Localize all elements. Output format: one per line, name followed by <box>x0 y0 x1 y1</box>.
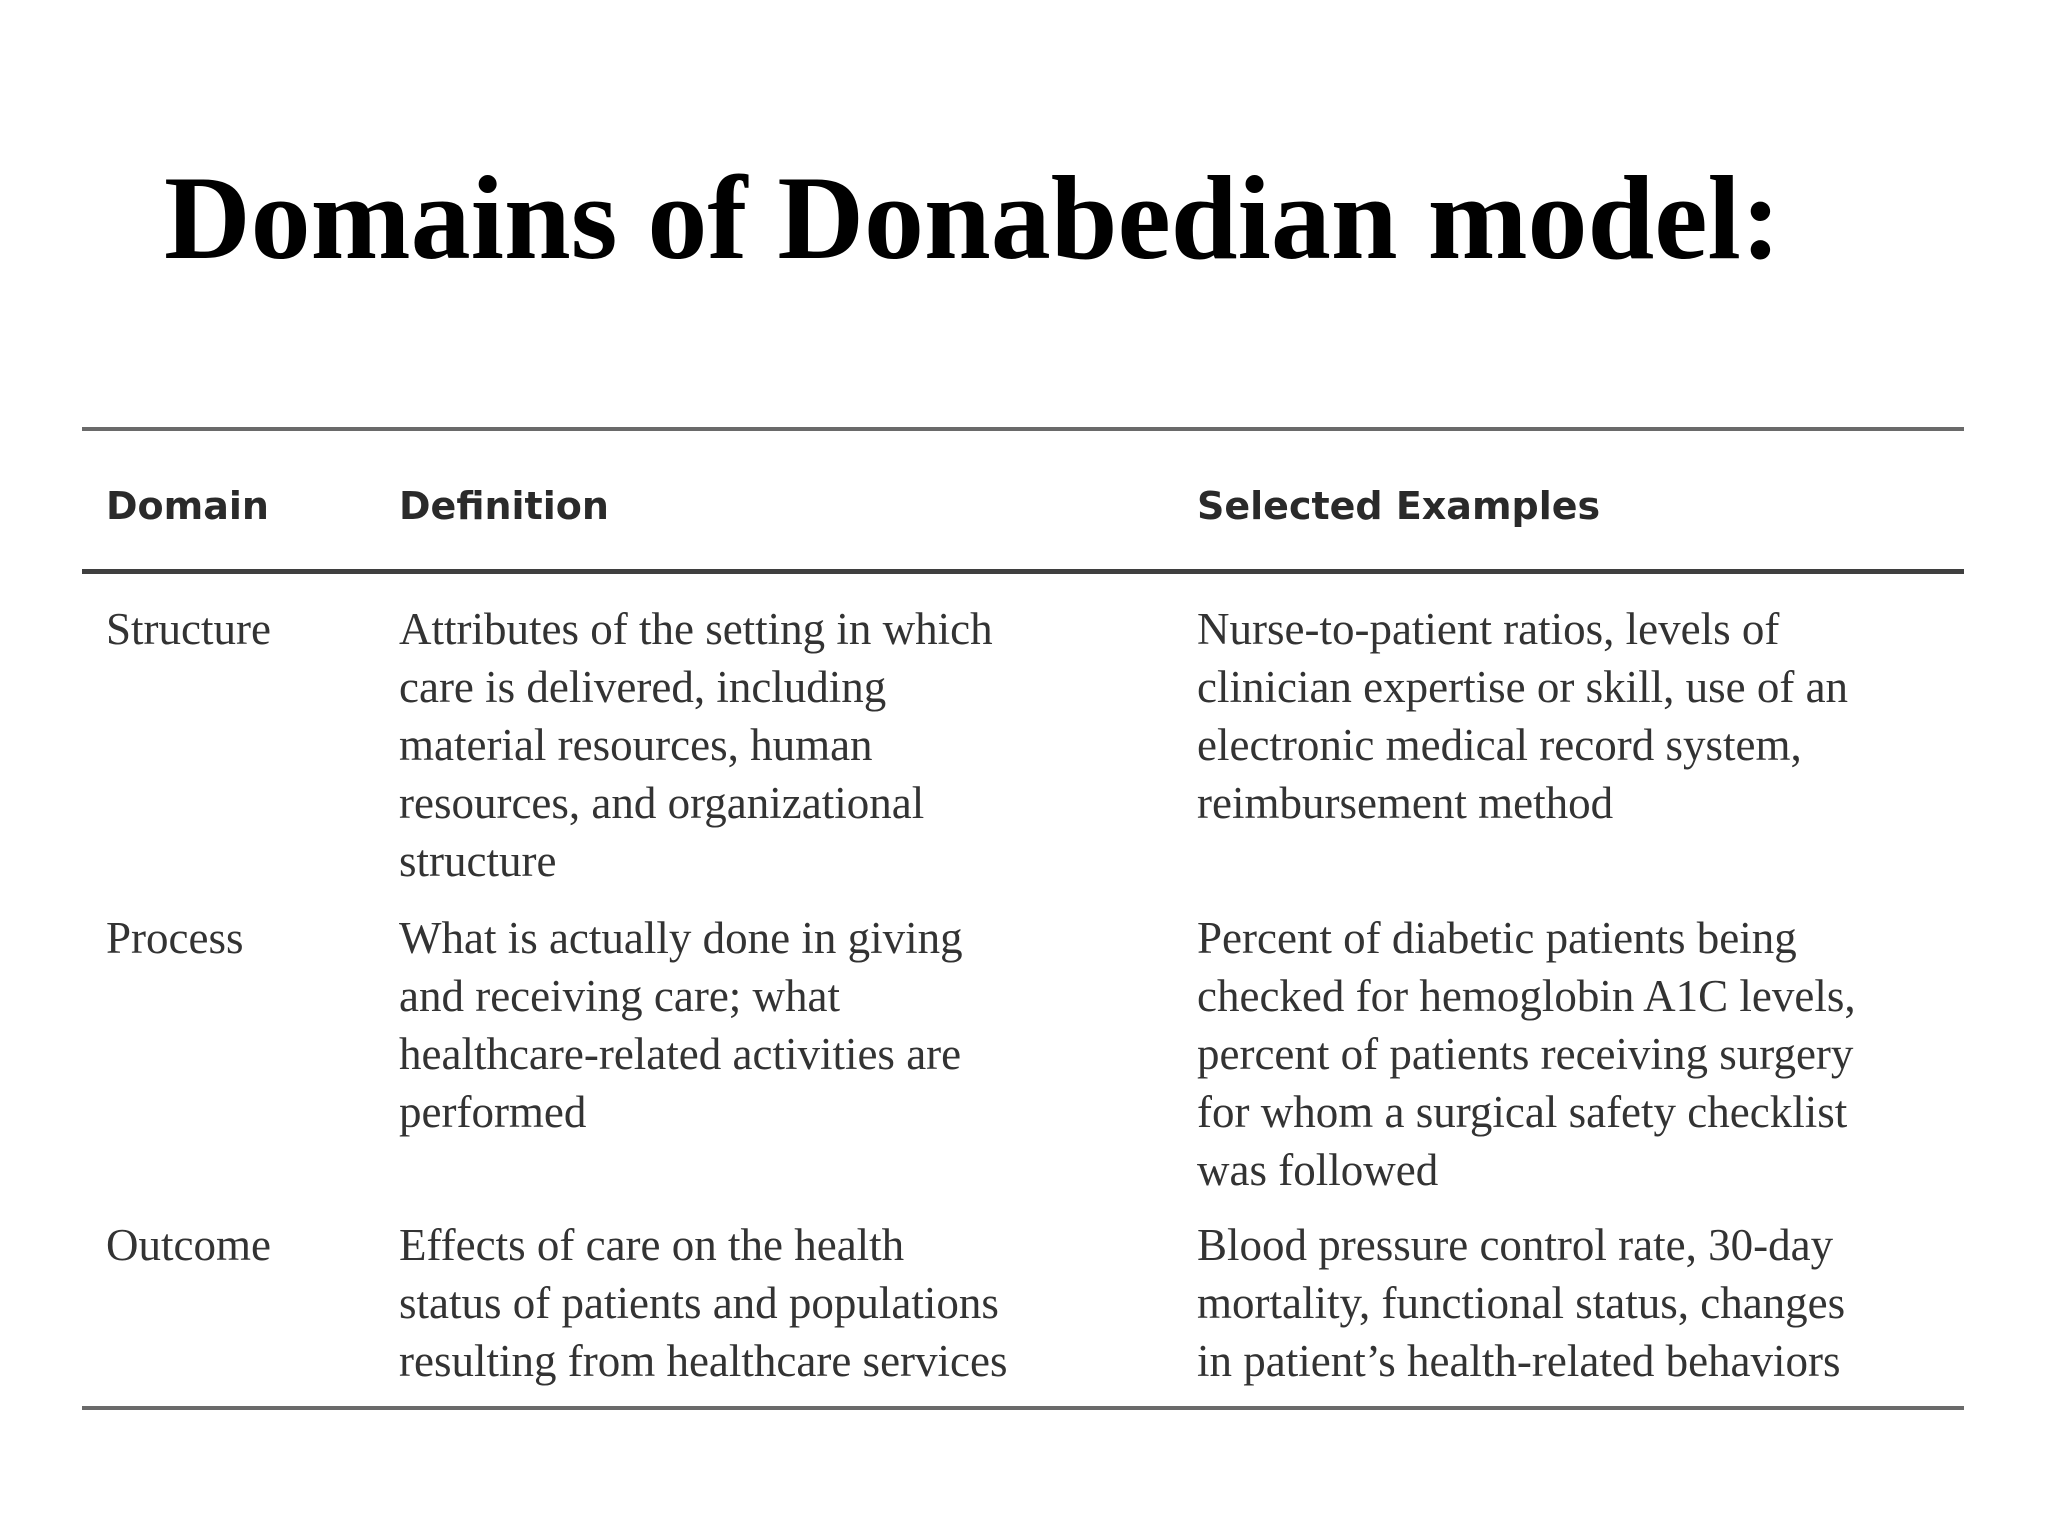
examples-line: Percent of diabetic patients being <box>1197 913 1797 963</box>
examples-line: checked for hemoglobin A1C levels, <box>1197 971 1856 1021</box>
examples-line: reimbursement method <box>1197 778 1614 828</box>
domain-cell <box>106 909 243 967</box>
domain-label: Process <box>106 913 244 963</box>
examples-cell <box>1197 1216 1957 1390</box>
examples-line: Nurse-to-patient ratios, levels of <box>1197 604 1780 654</box>
examples-line: percent of patients receiving surgery <box>1197 1029 1854 1079</box>
definition-cell <box>399 600 1189 890</box>
slide-title: Domains of Donabedian model: <box>164 151 1781 284</box>
domain-label: Outcome <box>106 1220 271 1270</box>
header-definition: Definition <box>399 484 609 528</box>
table-bottom-rule <box>82 1406 1964 1410</box>
examples-line: Blood pressure control rate, 30-day <box>1197 1220 1834 1270</box>
header-domain: Domain <box>106 484 269 528</box>
definition-line: What is actually done in giving <box>399 913 963 963</box>
examples-cell <box>1197 909 1957 1199</box>
definition-line: resources, and organizational <box>399 778 925 828</box>
header-selected-examples: Selected Examples <box>1197 484 1601 528</box>
examples-line: electronic medical record system, <box>1197 720 1802 770</box>
definition-line: performed <box>399 1087 587 1137</box>
examples-cell <box>1197 600 1957 832</box>
definition-line: status of patients and populations <box>399 1278 999 1328</box>
definition-cell <box>399 909 1189 1141</box>
examples-line: clinician expertise or skill, use of an <box>1197 662 1849 712</box>
examples-line: mortality, functional status, changes <box>1197 1278 1846 1328</box>
definition-line: Attributes of the setting in which <box>399 604 993 654</box>
table-header-row <box>82 431 1964 569</box>
definition-line: Effects of care on the health <box>399 1220 905 1270</box>
examples-line: in patient’s health-related behaviors <box>1197 1336 1841 1386</box>
examples-line: was followed <box>1197 1145 1439 1195</box>
domain-label: Structure <box>106 604 271 654</box>
donabedian-table <box>82 427 1964 1410</box>
examples-line: for whom a surgical safety checklist <box>1197 1087 1848 1137</box>
definition-line: and receiving care; what <box>399 971 841 1021</box>
table-body <box>82 574 1964 1406</box>
definition-line: healthcare-related activities are <box>399 1029 962 1079</box>
definition-line: resulting from healthcare services <box>399 1336 1008 1386</box>
definition-line: care is delivered, including <box>399 662 887 712</box>
definition-line: structure <box>399 836 557 886</box>
definition-cell <box>399 1216 1189 1390</box>
domain-cell <box>106 1216 271 1274</box>
definition-line: material resources, human <box>399 720 873 770</box>
domain-cell <box>106 600 271 658</box>
